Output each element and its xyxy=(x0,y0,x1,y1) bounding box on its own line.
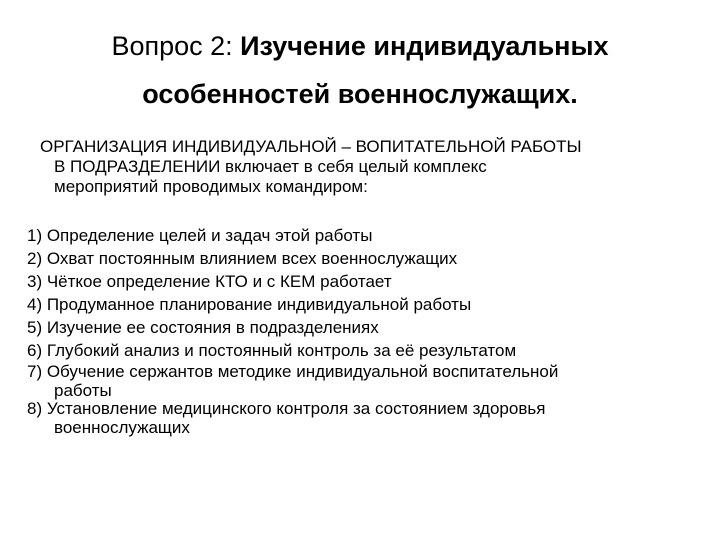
list-item xyxy=(27,293,697,316)
list-item-continuation: военнослужащих xyxy=(54,418,190,437)
list-item-continuation: работы xyxy=(54,381,112,400)
list-item xyxy=(27,247,697,270)
list-item xyxy=(27,316,697,339)
title-bold-part-1: Изучение индивидуальных xyxy=(240,31,609,61)
list-item-text: 7) Обучение сержантов методике индивидуальной воспитательной xyxy=(27,362,559,381)
intro-line-2: В ПОДРАЗДЕЛЕНИИ включает в себя целый комплекс xyxy=(54,157,487,176)
slide-title xyxy=(20,22,700,118)
title-prefix: Вопрос 2: xyxy=(111,31,241,61)
list-item-text: 6) Глубокий анализ и постоянный контроль за её результатом xyxy=(27,341,517,360)
list-item-text: 5) Изучение ее состояния в подразделениях xyxy=(27,318,379,337)
intro-line-1: ОРГАНИЗАЦИЯ ИНДИВИДУАЛЬНОЙ – ВОПИТАТЕЛЬНОЙ РАБОТЫ xyxy=(40,137,582,156)
intro-line-3: мероприятий проводимых командиром: xyxy=(54,177,368,196)
list-item xyxy=(27,399,697,436)
list-item xyxy=(27,224,697,247)
list-item-text: 4) Продуманное планирование индивидуальной работы xyxy=(27,295,472,314)
list-item-text: 8) Установление медицинского контроля за состоянием здоровья xyxy=(27,399,546,418)
list-item xyxy=(27,270,697,293)
list-item-text: 1) Определение целей и задач этой работы xyxy=(27,226,373,245)
title-line-2: особенностей военнослужащих. xyxy=(142,79,578,109)
list-item xyxy=(27,362,697,399)
list-item xyxy=(27,339,697,362)
intro-paragraph xyxy=(40,137,700,197)
list-item-text: 3) Чёткое определение КТО и с КЕМ работает xyxy=(27,272,392,291)
title-line-1 xyxy=(20,22,700,70)
list-item-text: 2) Охват постоянным влиянием всех военнослужащих xyxy=(27,249,458,268)
measures-list xyxy=(27,224,697,436)
